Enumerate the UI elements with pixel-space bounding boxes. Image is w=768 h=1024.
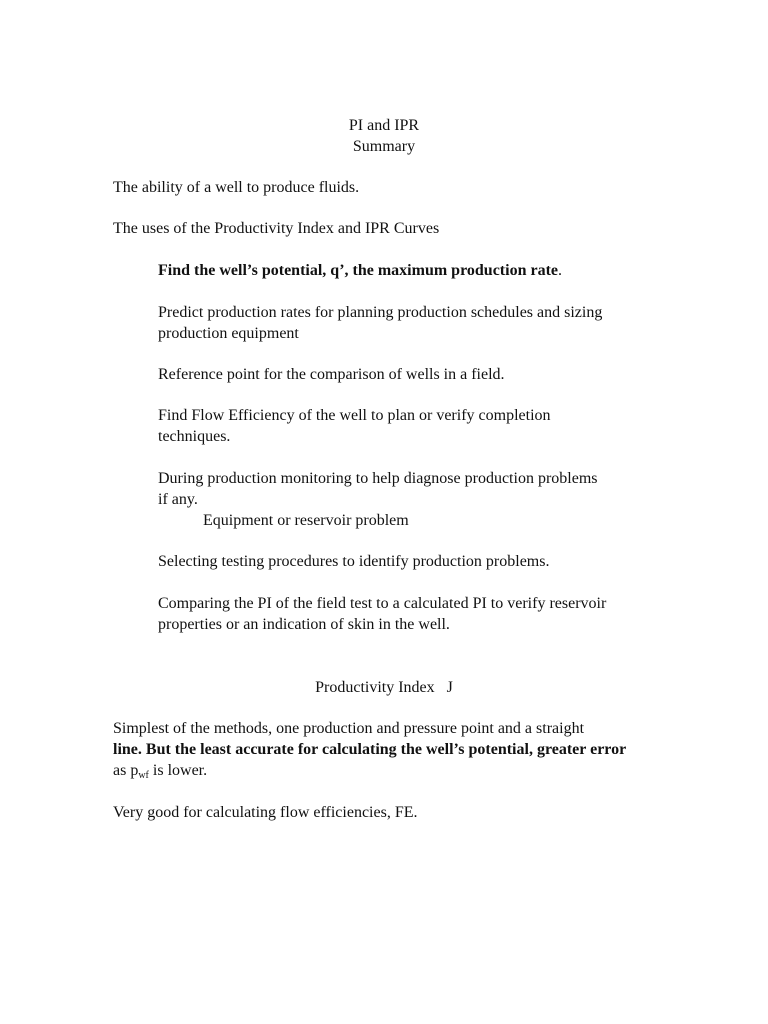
- use-item-monitoring-line1: During production monitoring to help diagnose production problems: [158, 470, 598, 487]
- intro-line: The ability of a well to produce fluids.: [113, 179, 360, 196]
- pi-line3-prefix: as p: [113, 762, 139, 779]
- pi-heading: Productivity Index J: [315, 679, 453, 696]
- pi-paragraph-line3: [113, 760, 207, 781]
- pi-paragraph-line1: Simplest of the methods, one production and pressure point and a straight: [113, 720, 585, 737]
- use-item-potential-text: Find the well’s potential, q’, the maximum production rate: [158, 262, 558, 279]
- pi-line3-suffix: is lower.: [148, 762, 208, 779]
- use-item-compare-line1: Comparing the PI of the field test to a calculated PI to verify reservoir: [158, 595, 607, 612]
- use-item-monitoring-subitem: Equipment or reservoir problem: [203, 512, 409, 529]
- use-item-monitoring-line2: if any.: [158, 491, 198, 508]
- use-item-potential: [158, 260, 562, 281]
- use-item-testing: Selecting testing procedures to identify production problems.: [158, 553, 550, 570]
- use-item-flow-efficiency-line1: Find Flow Efficiency of the well to plan or verify completion: [158, 407, 551, 424]
- pi-paragraph-line2: line. But the least accurate for calculating the well’s potential, greater error: [113, 741, 627, 758]
- pwf-subscript: wf: [138, 770, 149, 781]
- use-item-flow-efficiency-line2: techniques.: [158, 428, 231, 445]
- use-item-predict-line1: Predict production rates for planning production schedules and sizing: [158, 304, 603, 321]
- fe-line: Very good for calculating flow efficiencies, FE.: [113, 804, 418, 821]
- use-item-potential-period: .: [558, 262, 562, 279]
- doc-subtitle: Summary: [352, 138, 416, 155]
- use-item-predict-line2: production equipment: [158, 325, 299, 342]
- doc-title: PI and IPR: [348, 117, 420, 134]
- use-item-reference: Reference point for the comparison of wells in a field.: [158, 366, 505, 383]
- use-item-compare-line2: properties or an indication of skin in the well.: [158, 616, 450, 633]
- uses-heading: The uses of the Productivity Index and IPR Curves: [113, 220, 440, 237]
